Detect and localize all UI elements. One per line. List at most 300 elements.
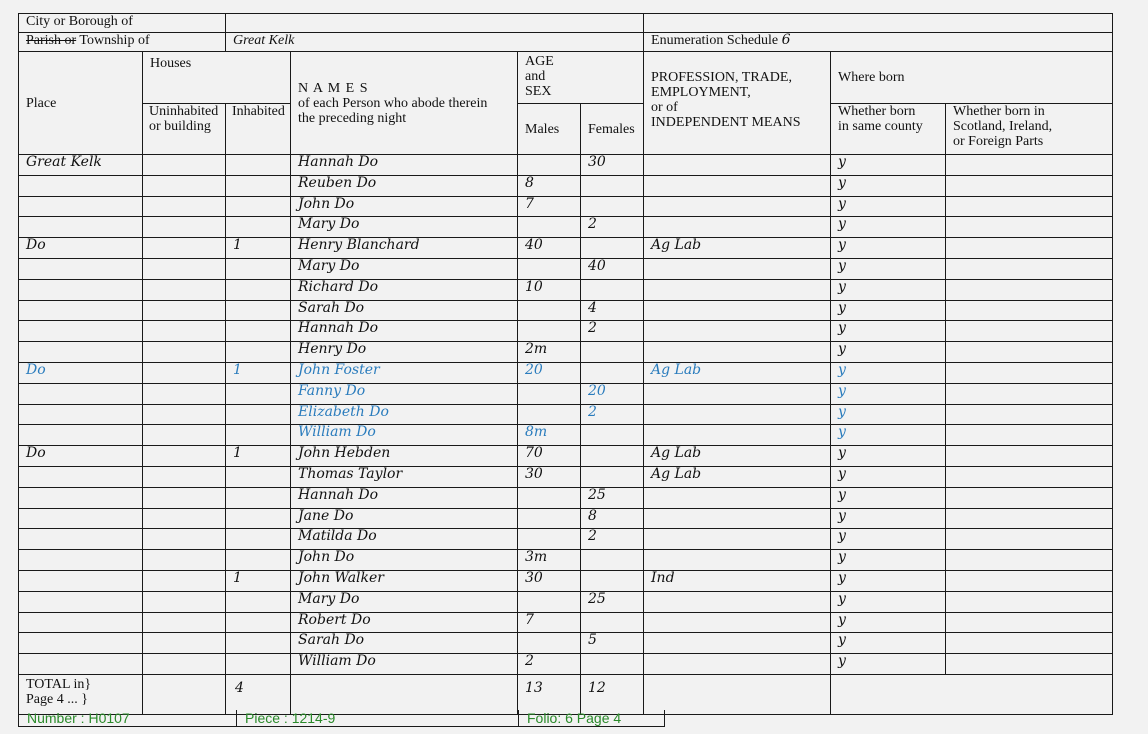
age-line-1: AGE <box>525 54 554 69</box>
col-profession <box>644 52 831 155</box>
city-blank <box>644 14 1113 33</box>
cell-inhabited <box>226 529 291 550</box>
header-row-township <box>19 33 1113 52</box>
cell-uninhabited <box>143 196 226 217</box>
cell-foreign <box>946 300 1113 321</box>
cell-name: Jane Do <box>291 508 518 529</box>
cell-males: 7 <box>518 612 581 633</box>
cell-name: John Do <box>291 550 518 571</box>
cell-inhabited <box>226 155 291 176</box>
totals-where-born <box>831 674 1113 714</box>
table-row <box>19 362 1113 383</box>
col-names <box>291 52 518 155</box>
age-line-2: and <box>525 69 546 84</box>
cell-name: John Foster <box>291 362 518 383</box>
cell-place <box>19 633 143 654</box>
cell-males: 7 <box>518 196 581 217</box>
cell-uninhabited <box>143 654 226 675</box>
cell-same-county: y <box>831 446 946 467</box>
cell-profession <box>644 425 831 446</box>
col-inhabited: Inhabited <box>226 104 291 155</box>
prof-line-4: INDEPENDENT MEANS <box>651 115 801 130</box>
names-line-2: of each Person who abode therein <box>298 95 488 111</box>
table-row <box>19 217 1113 238</box>
foreign-line-2: Scotland, Ireland, <box>953 119 1053 134</box>
cell-males: 2 <box>518 654 581 675</box>
cell-females <box>581 425 644 446</box>
cell-same-county: y <box>831 321 946 342</box>
cell-name: William Do <box>291 654 518 675</box>
col-uninhabited <box>143 104 226 155</box>
cell-males: 10 <box>518 279 581 300</box>
cell-uninhabited <box>143 466 226 487</box>
cell-inhabited <box>226 258 291 279</box>
cell-profession <box>644 342 831 363</box>
cell-females <box>581 446 644 467</box>
cell-name: William Do <box>291 425 518 446</box>
parish-strike: Parish or <box>26 33 77 48</box>
cell-place <box>19 404 143 425</box>
cell-inhabited <box>226 196 291 217</box>
totals-names <box>291 674 518 714</box>
cell-profession: Ag Lab <box>644 238 831 259</box>
cell-inhabited <box>226 591 291 612</box>
footer-folio: Folio: 6 Page 4 <box>518 710 665 727</box>
cell-females <box>581 612 644 633</box>
cell-profession <box>644 508 831 529</box>
cell-inhabited <box>226 633 291 654</box>
table-row <box>19 300 1113 321</box>
cell-profession <box>644 612 831 633</box>
cell-same-county: y <box>831 550 946 571</box>
cell-foreign <box>946 591 1113 612</box>
cell-inhabited: 1 <box>226 238 291 259</box>
cell-inhabited: 1 <box>226 446 291 467</box>
cell-females: 20 <box>581 383 644 404</box>
cell-same-county: y <box>831 279 946 300</box>
cell-uninhabited <box>143 155 226 176</box>
cell-foreign <box>946 654 1113 675</box>
cell-same-county: y <box>831 612 946 633</box>
cell-inhabited <box>226 404 291 425</box>
cell-profession <box>644 321 831 342</box>
cell-place <box>19 508 143 529</box>
cell-profession: Ind <box>644 570 831 591</box>
cell-place <box>19 321 143 342</box>
cell-same-county: y <box>831 508 946 529</box>
cell-place: Do <box>19 238 143 259</box>
cell-males: 30 <box>518 570 581 591</box>
cell-foreign <box>946 466 1113 487</box>
cell-foreign <box>946 529 1113 550</box>
cell-profession <box>644 300 831 321</box>
cell-inhabited <box>226 550 291 571</box>
cell-inhabited <box>226 383 291 404</box>
totals-males: 13 <box>518 674 581 714</box>
cell-foreign <box>946 217 1113 238</box>
foreign-line-1: Whether born in <box>953 104 1045 119</box>
cell-uninhabited <box>143 279 226 300</box>
table-row <box>19 404 1113 425</box>
cell-profession <box>644 196 831 217</box>
cell-same-county: y <box>831 258 946 279</box>
cell-place <box>19 591 143 612</box>
table-row <box>19 466 1113 487</box>
cell-place <box>19 570 143 591</box>
cell-profession <box>644 529 831 550</box>
table-row <box>19 508 1113 529</box>
cell-foreign <box>946 550 1113 571</box>
city-label: City or Borough of <box>19 14 226 33</box>
cell-same-county: y <box>831 238 946 259</box>
cell-place <box>19 425 143 446</box>
cell-females: 25 <box>581 591 644 612</box>
cell-name: Mary Do <box>291 258 518 279</box>
cell-uninhabited <box>143 633 226 654</box>
cell-same-county: y <box>831 362 946 383</box>
cell-same-county: y <box>831 654 946 675</box>
table-row <box>19 238 1113 259</box>
cell-name: Sarah Do <box>291 300 518 321</box>
col-same-county <box>831 104 946 155</box>
cell-profession <box>644 591 831 612</box>
same-county-line-1: Whether born <box>838 104 916 119</box>
totals-uninhabited <box>143 674 226 714</box>
cell-males <box>518 300 581 321</box>
cell-place <box>19 279 143 300</box>
cell-profession: Ag Lab <box>644 362 831 383</box>
cell-males: 20 <box>518 362 581 383</box>
cell-females: 4 <box>581 300 644 321</box>
cell-females: 25 <box>581 487 644 508</box>
cell-place <box>19 342 143 363</box>
cell-foreign <box>946 487 1113 508</box>
census-table <box>18 13 1113 715</box>
cell-females <box>581 550 644 571</box>
cell-same-county: y <box>831 633 946 654</box>
table-row <box>19 279 1113 300</box>
cell-profession <box>644 487 831 508</box>
age-line-3: SEX <box>525 84 552 99</box>
cell-place <box>19 383 143 404</box>
cell-males: 3m <box>518 550 581 571</box>
cell-inhabited <box>226 508 291 529</box>
uninhabited-line-2: or building <box>149 119 211 134</box>
cell-uninhabited <box>143 258 226 279</box>
cell-uninhabited <box>143 217 226 238</box>
cell-males <box>518 508 581 529</box>
cell-same-county: y <box>831 529 946 550</box>
cell-inhabited <box>226 654 291 675</box>
cell-females <box>581 342 644 363</box>
cell-profession <box>644 550 831 571</box>
cell-females: 2 <box>581 321 644 342</box>
cell-name: Richard Do <box>291 279 518 300</box>
col-place: Place <box>19 52 143 155</box>
cell-place <box>19 258 143 279</box>
cell-uninhabited <box>143 550 226 571</box>
col-males: Males <box>518 104 581 155</box>
cell-name: Hannah Do <box>291 155 518 176</box>
footer-piece: Piece : 1214-9 <box>236 710 519 727</box>
cell-males <box>518 487 581 508</box>
table-row <box>19 258 1113 279</box>
cell-inhabited <box>226 425 291 446</box>
cell-place <box>19 612 143 633</box>
township-label: Township of <box>79 33 150 48</box>
cell-uninhabited <box>143 612 226 633</box>
cell-females: 2 <box>581 217 644 238</box>
table-row <box>19 175 1113 196</box>
cell-profession <box>644 175 831 196</box>
cell-foreign <box>946 238 1113 259</box>
cell-profession <box>644 383 831 404</box>
cell-females <box>581 466 644 487</box>
col-houses: Houses <box>143 52 291 104</box>
same-county-line-2: in same county <box>838 119 923 134</box>
cell-profession <box>644 258 831 279</box>
cell-males <box>518 529 581 550</box>
cell-same-county: y <box>831 196 946 217</box>
cell-uninhabited <box>143 362 226 383</box>
cell-profession: Ag Lab <box>644 446 831 467</box>
totals-inhabited: 4 <box>226 674 291 714</box>
cell-place <box>19 175 143 196</box>
cell-place: Great Kelk <box>19 155 143 176</box>
cell-profession <box>644 279 831 300</box>
cell-profession <box>644 217 831 238</box>
cell-uninhabited <box>143 321 226 342</box>
prof-line-1: PROFESSION, TRADE, <box>651 70 792 85</box>
schedule-label: Enumeration Schedule <box>651 33 779 48</box>
cell-same-county: y <box>831 155 946 176</box>
cell-uninhabited <box>143 175 226 196</box>
cell-same-county: y <box>831 175 946 196</box>
totals-label-line-1: TOTAL in} <box>26 676 92 692</box>
cell-place <box>19 529 143 550</box>
cell-place <box>19 217 143 238</box>
cell-uninhabited <box>143 425 226 446</box>
schedule-cell <box>644 33 1113 52</box>
cell-uninhabited <box>143 570 226 591</box>
cell-inhabited <box>226 321 291 342</box>
cell-inhabited <box>226 300 291 321</box>
cell-same-county: y <box>831 425 946 446</box>
entries-body <box>19 155 1113 675</box>
prof-line-2: EMPLOYMENT, <box>651 85 751 100</box>
township-label-cell <box>19 33 226 52</box>
cell-foreign <box>946 508 1113 529</box>
table-row <box>19 383 1113 404</box>
cell-place <box>19 466 143 487</box>
cell-uninhabited <box>143 342 226 363</box>
cell-profession <box>644 633 831 654</box>
township-value: Great Kelk <box>226 33 644 52</box>
cell-foreign <box>946 570 1113 591</box>
column-header-row-2 <box>19 104 1113 155</box>
totals-row <box>19 674 1113 714</box>
table-row <box>19 591 1113 612</box>
cell-inhabited <box>226 612 291 633</box>
cell-place: Do <box>19 362 143 383</box>
table-row <box>19 529 1113 550</box>
names-title: N A M E S <box>298 80 369 96</box>
cell-inhabited <box>226 217 291 238</box>
cell-females: 2 <box>581 529 644 550</box>
cell-inhabited <box>226 175 291 196</box>
cell-inhabited <box>226 466 291 487</box>
foreign-line-3: or Foreign Parts <box>953 134 1044 149</box>
cell-same-county: y <box>831 300 946 321</box>
col-females: Females <box>581 104 644 155</box>
cell-same-county: y <box>831 466 946 487</box>
cell-males: 30 <box>518 466 581 487</box>
cell-foreign <box>946 362 1113 383</box>
cell-name: Elizabeth Do <box>291 404 518 425</box>
cell-name: Hannah Do <box>291 487 518 508</box>
cell-same-county: y <box>831 383 946 404</box>
header-row-city <box>19 14 1113 33</box>
cell-males: 40 <box>518 238 581 259</box>
cell-name: Mary Do <box>291 591 518 612</box>
table-row <box>19 342 1113 363</box>
cell-foreign <box>946 175 1113 196</box>
cell-uninhabited <box>143 487 226 508</box>
cell-foreign <box>946 612 1113 633</box>
prof-line-3: or of <box>651 100 678 115</box>
cell-uninhabited <box>143 383 226 404</box>
totals-profession <box>644 674 831 714</box>
cell-name: Matilda Do <box>291 529 518 550</box>
col-foreign <box>946 104 1113 155</box>
cell-females <box>581 175 644 196</box>
cell-same-county: y <box>831 342 946 363</box>
cell-males: 70 <box>518 446 581 467</box>
cell-name: Henry Blanchard <box>291 238 518 259</box>
cell-foreign <box>946 404 1113 425</box>
cell-inhabited: 1 <box>226 362 291 383</box>
cell-males <box>518 155 581 176</box>
cell-uninhabited <box>143 404 226 425</box>
cell-inhabited <box>226 342 291 363</box>
table-row <box>19 425 1113 446</box>
cell-profession <box>644 654 831 675</box>
cell-same-county: y <box>831 404 946 425</box>
cell-name: Reuben Do <box>291 175 518 196</box>
cell-females: 5 <box>581 633 644 654</box>
cell-place <box>19 550 143 571</box>
cell-name: Fanny Do <box>291 383 518 404</box>
cell-foreign <box>946 196 1113 217</box>
totals-females: 12 <box>581 674 644 714</box>
cell-uninhabited <box>143 300 226 321</box>
cell-same-county: y <box>831 217 946 238</box>
cell-females <box>581 238 644 259</box>
cell-females <box>581 362 644 383</box>
cell-place <box>19 487 143 508</box>
cell-name: Robert Do <box>291 612 518 633</box>
cell-foreign <box>946 383 1113 404</box>
cell-inhabited: 1 <box>226 570 291 591</box>
cell-place <box>19 300 143 321</box>
cell-females <box>581 196 644 217</box>
schedule-value: 6 <box>781 32 791 48</box>
cell-females <box>581 570 644 591</box>
cell-uninhabited <box>143 238 226 259</box>
cell-foreign <box>946 321 1113 342</box>
cell-profession <box>644 404 831 425</box>
table-row <box>19 570 1113 591</box>
cell-name: Thomas Taylor <box>291 466 518 487</box>
cell-foreign <box>946 258 1113 279</box>
cell-males <box>518 258 581 279</box>
column-header-row-1 <box>19 52 1113 104</box>
table-row <box>19 633 1113 654</box>
cell-females <box>581 654 644 675</box>
cell-uninhabited <box>143 508 226 529</box>
cell-females <box>581 279 644 300</box>
cell-profession: Ag Lab <box>644 466 831 487</box>
cell-name: Sarah Do <box>291 633 518 654</box>
cell-same-county: y <box>831 591 946 612</box>
cell-males <box>518 321 581 342</box>
table-row <box>19 612 1113 633</box>
cell-name: John Hebden <box>291 446 518 467</box>
cell-males: 8 <box>518 175 581 196</box>
cell-males <box>518 404 581 425</box>
cell-uninhabited <box>143 446 226 467</box>
cell-same-county: y <box>831 487 946 508</box>
cell-foreign <box>946 342 1113 363</box>
names-line-3: the preceding night <box>298 110 407 126</box>
cell-uninhabited <box>143 529 226 550</box>
cell-same-county: y <box>831 570 946 591</box>
cell-females: 8 <box>581 508 644 529</box>
table-row <box>19 155 1113 176</box>
table-row <box>19 654 1113 675</box>
totals-label <box>19 674 143 714</box>
cell-place <box>19 196 143 217</box>
cell-males <box>518 633 581 654</box>
cell-males <box>518 591 581 612</box>
cell-foreign <box>946 446 1113 467</box>
cell-inhabited <box>226 487 291 508</box>
cell-name: Mary Do <box>291 217 518 238</box>
cell-females: 2 <box>581 404 644 425</box>
cell-name: John Walker <box>291 570 518 591</box>
cell-name: Henry Do <box>291 342 518 363</box>
col-age-sex <box>518 52 644 104</box>
cell-foreign <box>946 155 1113 176</box>
table-row <box>19 550 1113 571</box>
table-row <box>19 446 1113 467</box>
cell-uninhabited <box>143 591 226 612</box>
cell-profession <box>644 155 831 176</box>
cell-foreign <box>946 425 1113 446</box>
table-row <box>19 196 1113 217</box>
cell-females: 40 <box>581 258 644 279</box>
col-where-born: Where born <box>831 52 1113 104</box>
table-row <box>19 321 1113 342</box>
cell-place: Do <box>19 446 143 467</box>
table-row <box>19 487 1113 508</box>
city-value <box>226 14 644 33</box>
cell-name: John Do <box>291 196 518 217</box>
cell-males <box>518 217 581 238</box>
totals-label-line-2: Page 4 ... } <box>26 691 88 707</box>
cell-males: 2m <box>518 342 581 363</box>
cell-males <box>518 383 581 404</box>
